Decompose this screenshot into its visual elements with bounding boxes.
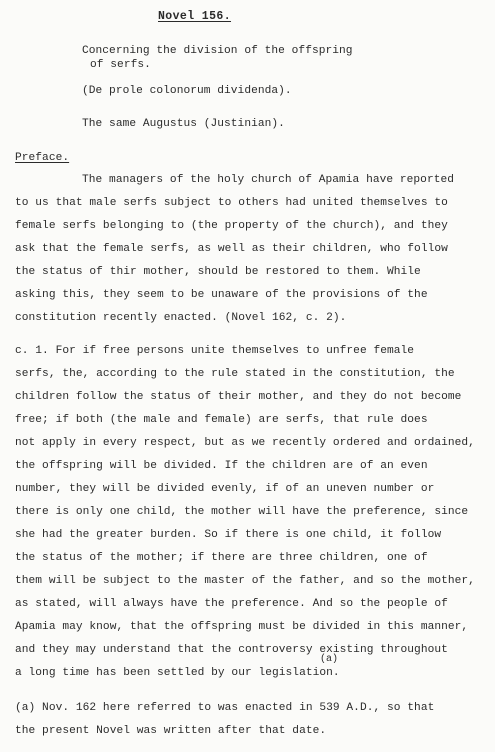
page-title: Novel 156. [158, 10, 232, 23]
author-line: The same Augustus (Justinian). [82, 118, 285, 130]
preface-line: to us that male serfs subject to others had united themselves to [15, 197, 448, 209]
chapter-line: there is only one child, the mother will have the preference, since [15, 506, 469, 518]
chapter-line: she had the greater burden. So if there is one child, it follow [15, 529, 442, 541]
footnote-line: (a) Nov. 162 here referred to was enacted in 539 A.D., so that [15, 702, 435, 714]
chapter-line: the status of the mother; if there are three children, one of [15, 552, 428, 564]
subject-heading-line-1: Concerning the division of the offspring [82, 45, 353, 57]
chapter-line: as stated, will always have the preference. And so the people of [15, 598, 448, 610]
preface-line: The managers of the holy church of Apamia have reported [82, 174, 454, 186]
preface-line: constitution recently enacted. (Novel 162, c. 2). [15, 312, 347, 324]
chapter-line: the offspring will be divided. If the children are of an even [15, 460, 428, 472]
preface-line: female serfs belonging to (the property of the church), and they [15, 220, 448, 232]
chapter-line: serfs, the, according to the rule stated in the constitution, the [15, 368, 455, 380]
chapter-line: c. 1. For if free persons unite themselves to unfree female [15, 345, 415, 357]
latin-title: (De prole colonorum dividenda). [82, 85, 292, 97]
chapter-line: and they may understand that the controversy existing throughout [15, 644, 448, 656]
preface-line: ask that the female serfs, as well as their children, who follow [15, 243, 448, 255]
footnote-reference-marker: (a) [320, 654, 339, 665]
subject-heading-line-2: of serfs. [90, 59, 151, 71]
chapter-line: free; if both (the male and female) are serfs, that rule does [15, 414, 428, 426]
chapter-line: not apply in every respect, but as we recently ordered and ordained, [15, 437, 475, 449]
footnote-line: the present Novel was written after that date. [15, 725, 327, 737]
chapter-line: Apamia may know, that the offspring must be divided in this manner, [15, 621, 469, 633]
preface-line: asking this, they seem to be unaware of the provisions of the [15, 289, 428, 301]
chapter-line: children follow the status of their mother, and they do not become [15, 391, 462, 403]
preface-heading: Preface. [15, 152, 70, 164]
preface-line: the status of thir mother, should be restored to them. While [15, 266, 421, 278]
chapter-line: number, they will be divided evenly, if of an uneven number or [15, 483, 435, 495]
chapter-line: them will be subject to the master of the father, and so the mother, [15, 575, 475, 587]
chapter-line: a long time has been settled by our legislation. [15, 667, 340, 679]
